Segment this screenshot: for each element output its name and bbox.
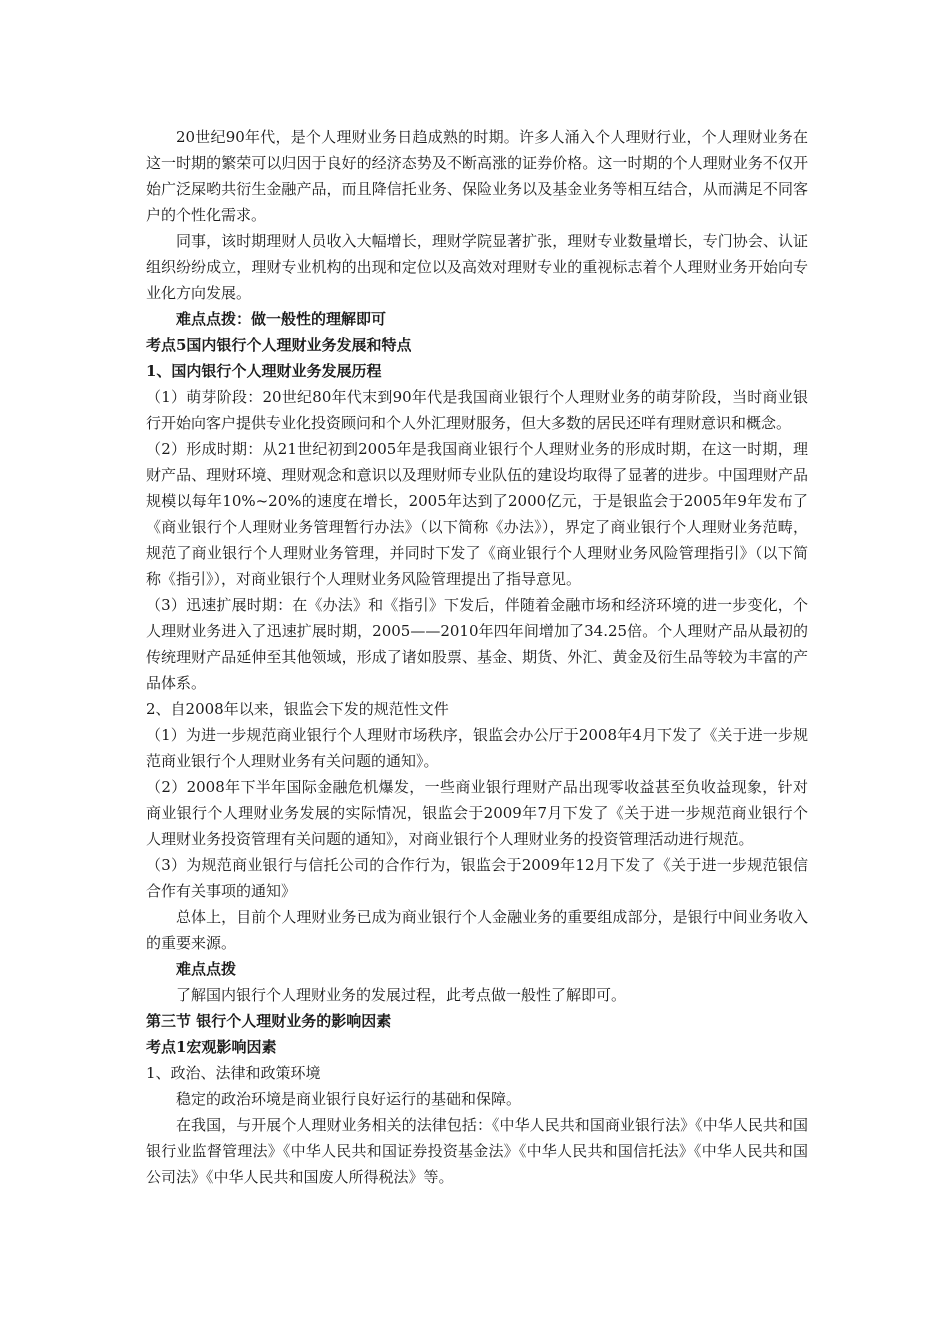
paragraph-rapid-expansion: （3）迅速扩展时期：在《办法》和《指引》下发后，伴随着金融市场和经济环境的进一步变化，个人理财业务进入了迅速扩展时期，2005——2010年四年间增加了34.25倍。个人理财产品从最初的传统理财产品延伸至其他领域，形成了诸如股票、基金、期货、外汇、黄金及衍生品等较为丰富的产品体系。 <box>146 596 808 692</box>
paragraph-related-laws: 在我国，与开展个人理财业务相关的法律包括：《中华人民共和国商业银行法》《中华人民共和国银行业监督管理法》《中华人民共和国证券投资基金法》《中华人民共和国信托法》《中华人民共和国公司法》《中华人民共和国废人所得税法》等。 <box>146 1116 808 1186</box>
paragraph-2: 同事，该时期理财人员收入大幅增长，理财学院显著扩张，理财专业数量增长，专门协会、认证组织纷纷成立，理财专业机构的出现和定位以及高效对理财专业的重视标志着个人理财业务开始向专业化方向发展。 <box>146 232 808 302</box>
paragraph-political-stability: 稳定的政治环境是商业银行良好运行的基础和保障。 <box>176 1090 522 1108</box>
heading-exam-point-1: 考点1宏观影响因素 <box>146 1038 277 1056</box>
paragraph-regulation-3: （3）为规范商业银行与信托公司的合作行为，银监会于2009年12月下发了《关于进一步规范银信合作有关事项的通知》 <box>146 856 808 900</box>
key-point-note-2: 难点点拨 <box>176 960 237 978</box>
paragraph-regulation-2: （2）2008年下半年国际金融危机爆发，一些商业银行理财产品出现零收益甚至负收益现象，针对商业银行个人理财业务发展的实际情况，银监会于2009年7月下发了《关于进一步规范商业银行个人理财业务投资管理有关问题的通知》，对商业银行个人理财业务的投资管理活动进行规范。 <box>146 778 808 848</box>
subheading-political-legal: 1、政治、法律和政策环境 <box>146 1064 321 1082</box>
paragraph-formation-period: （2）形成时期：从21世纪初到2005年是我国商业银行个人理财业务的形成时期，在这一时期，理财产品、理财环境、理财观念和意识以及理财师专业队伍的建设均取得了显著的进步。中国理财产品规模以每年10%~20%的速度在增长，2005年达到了2000亿元，于是银监会于2005年9年发布了《商业银行个人理财业务管理暂行办法》（以下简称《办法》），界定了商业银行个人理财业务范畴，规范了商业银行个人理财业务管理，并同时下发了《商业银行个人理财业务风险管理指引》（以下简称《指引》），对商业银行个人理财业务风险管理提出了指导意见。 <box>146 440 808 588</box>
subheading-regulatory-documents: 2、自2008年以来，银监会下发的规范性文件 <box>146 700 449 718</box>
heading-section-3: 第三节 银行个人理财业务的影响因素 <box>146 1012 392 1030</box>
document-page <box>146 124 808 1190</box>
paragraph-key-point-detail: 了解国内银行个人理财业务的发展过程，此考点做一般性了解即可。 <box>176 986 627 1004</box>
heading-exam-point-5: 考点5国内银行个人理财业务发展和特点 <box>146 336 412 354</box>
paragraph-regulation-1: （1）为进一步规范商业银行个人理财市场秩序，银监会办公厅于2008年4月下发了《关于进一步规范商业银行个人理财业务有关问题的通知》。 <box>146 726 808 770</box>
key-point-note-1: 难点点拨：做一般性的理解即可 <box>176 310 387 328</box>
paragraph-summary: 总体上，目前个人理财业务已成为商业银行个人金融业务的重要组成部分，是银行中间业务收入的重要来源。 <box>146 908 808 952</box>
subheading-development-history: 1、国内银行个人理财业务发展历程 <box>146 362 382 380</box>
paragraph-budding-stage: （1）萌芽阶段：20世纪80年代末到90年代是我国商业银行个人理财业务的萌芽阶段，当时商业银行开始向客户提供专业化投资顾问和个人外汇理财服务，但大多数的居民还咩有理财意识和概念。 <box>146 388 808 432</box>
paragraph-1: 20世纪90年代，是个人理财业务日趋成熟的时期。许多人涌入个人理财行业，个人理财业务在这一时期的繁荣可以归因于良好的经济态势及不断高涨的证券价格。这一时期的个人理财业务不仅开始广泛屎哟共衍生金融产品，而且降信托业务、保险业务以及基金业务等相互结合，从而满足不同客户的个性化需求。 <box>146 128 808 224</box>
